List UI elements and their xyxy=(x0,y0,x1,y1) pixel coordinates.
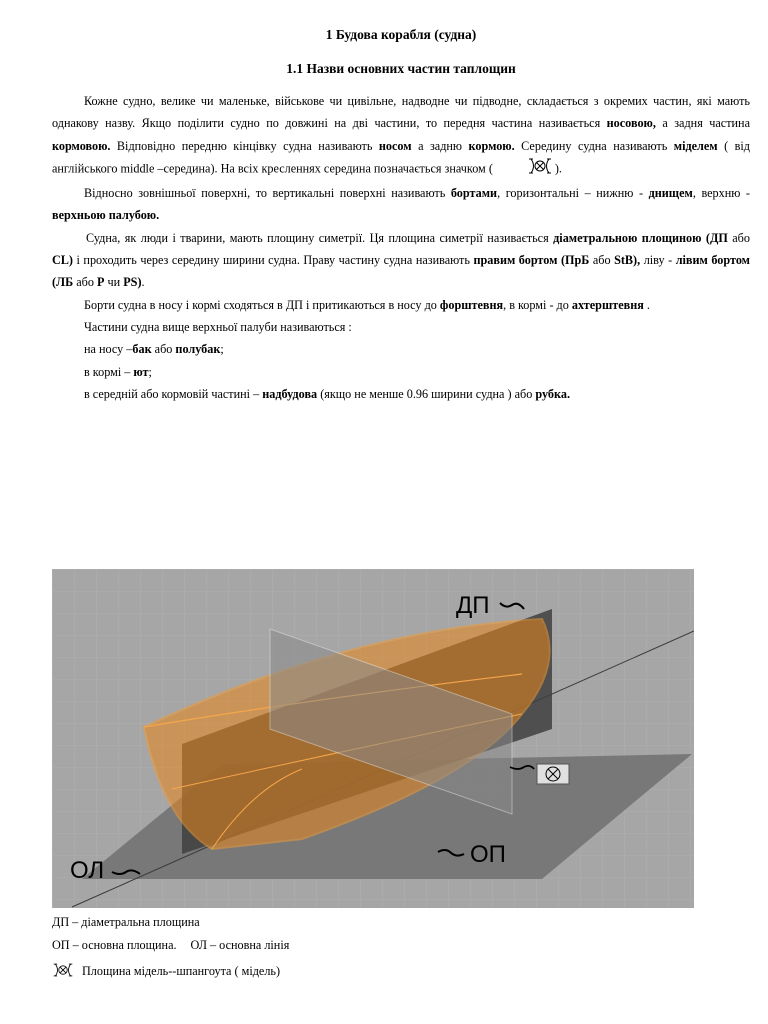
term-rubka: рубка. xyxy=(535,386,570,401)
label-dp: ДП xyxy=(456,592,490,619)
term-lb: лівим бортом (ЛБ xyxy=(52,253,750,290)
paragraph-3 xyxy=(52,227,750,294)
term-akhtershteven: ахтерштевня xyxy=(571,297,644,312)
paragraph-4 xyxy=(52,294,750,316)
label-ol: ОЛ xyxy=(70,857,105,884)
term-polubak: полубак xyxy=(175,342,221,357)
term-nadbudova: надбудова xyxy=(262,386,318,401)
text-run: Відносно зовнішньої поверхні, то вертикальні поверхні називають xyxy=(84,186,451,201)
text-run: Борти судна в носу і кормі сходяться в ДП і притикаються в носу до xyxy=(84,297,440,312)
caption-midship xyxy=(52,961,280,983)
text-run: в кормі – xyxy=(84,364,134,379)
term-verkhnia-paluba: верхньою палубою. xyxy=(52,208,160,223)
text-run: або xyxy=(151,342,176,357)
section-title: 1.1 Назви основних частин таплощин xyxy=(286,61,516,76)
caption-op: ОП – основна площина. xyxy=(52,938,177,952)
paragraph-7 xyxy=(52,361,750,383)
text-run: ; xyxy=(148,364,152,379)
text-run: Середину судна називають xyxy=(514,138,674,153)
text-run: або xyxy=(73,275,98,290)
text-run: , горизонтальні – нижню - xyxy=(497,186,649,201)
paragraph-8 xyxy=(52,383,750,405)
text-run: , в кормі - до xyxy=(503,297,572,312)
term-nis: носом xyxy=(378,138,412,153)
term-cl: CL) xyxy=(52,253,73,268)
paragraph-2 xyxy=(52,182,750,227)
text-run: . xyxy=(141,275,145,290)
text-run: ). xyxy=(554,161,562,176)
text-run: або xyxy=(589,253,615,268)
term-ps: PS) xyxy=(123,275,142,290)
term-p: P xyxy=(97,275,105,290)
term-forshteven: форштевня xyxy=(439,297,504,312)
paragraph-1 xyxy=(52,90,750,182)
term-midel: міделем xyxy=(673,138,718,153)
text-run: ; xyxy=(220,342,224,357)
text-body xyxy=(52,90,750,405)
term-prb: правим бортом (ПрБ xyxy=(473,253,590,268)
text-run: , верхню - xyxy=(692,186,750,201)
label-op: ОП xyxy=(470,841,506,868)
paragraph-5: Частини судна вище верхньої палуби називаються : xyxy=(84,319,352,334)
caption-op-ol xyxy=(52,938,289,953)
term-stb: StB), xyxy=(614,253,641,268)
term-dnyshche: днищем xyxy=(648,186,693,201)
text-run: на носу – xyxy=(84,342,133,357)
text-run: Судна, як люди і тварини, мають площину симетрії. Ця площина симетрії називається xyxy=(86,230,554,245)
caption-dp: ДП – діаметральна площина xyxy=(52,915,200,929)
text-run: і проходить через середину ширини судна. Праву частину судна називають xyxy=(73,253,474,268)
term-borty: бортами xyxy=(450,186,498,201)
text-run: а задня частина xyxy=(655,116,750,131)
caption-midship-text: Площина мідель--шпангоута ( мідель) xyxy=(82,963,281,978)
text-run: чи xyxy=(104,275,124,290)
text-run: Відповідно передню кінцівку судна називають xyxy=(110,138,379,153)
term-bak: бак xyxy=(132,342,152,357)
midship-symbol-icon xyxy=(52,961,74,983)
text-run: або xyxy=(727,230,750,245)
term-korma: кормою. xyxy=(468,138,515,153)
text-run: ( від англійського middle –середина). На всіх кресленнях середина позначається значком ( xyxy=(52,138,750,176)
text-run: а задню xyxy=(411,138,469,153)
text-run: ліву - xyxy=(640,253,676,268)
paragraph-6 xyxy=(52,338,750,360)
ship-diagram xyxy=(52,569,694,908)
page-title: 1 Будова корабля (судна) xyxy=(325,27,477,42)
term-nosova: носовою, xyxy=(606,116,656,131)
term-yut: ют xyxy=(133,364,149,379)
term-kormova: кормовою. xyxy=(52,138,111,153)
ship-planes-figure xyxy=(52,569,694,908)
text-run: . xyxy=(643,297,650,312)
text-run: Кожне судно, велике чи маленьке, військове чи цивільне, надводне чи підводне, складається з окремих частин, які мають однакову назву. Якщо поділити судно по довжині на дві частини, то передня частина називається xyxy=(52,94,750,131)
text-run: (якщо не менше 0.96 ширини судна ) або xyxy=(317,386,536,401)
midship-symbol-icon xyxy=(495,157,553,182)
text-run: в середній або кормовій частині – xyxy=(84,386,263,401)
term-dp: діаметральною площиною (ДП xyxy=(553,230,728,245)
caption-ol: ОЛ – основна лінія xyxy=(190,938,290,952)
